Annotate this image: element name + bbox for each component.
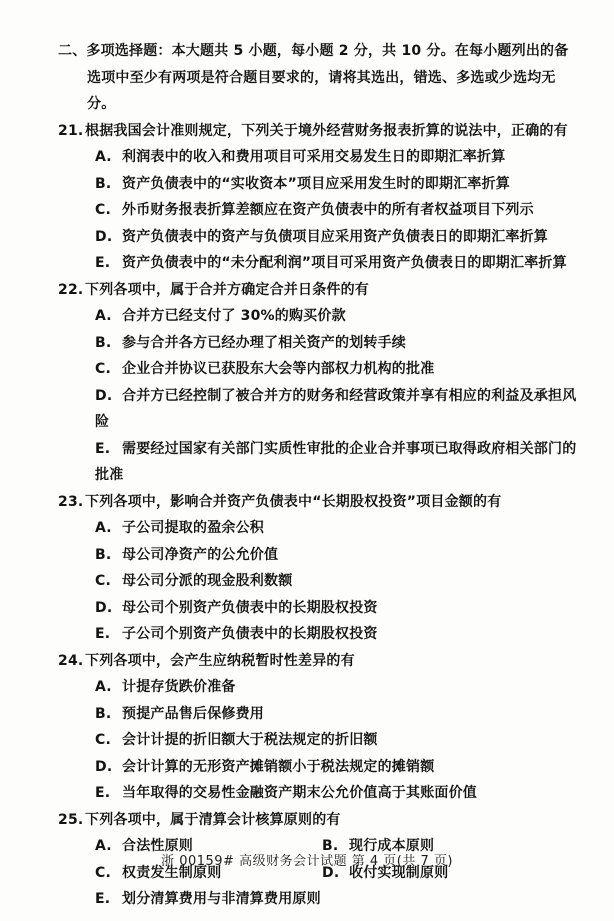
question-number: 21. [58,122,84,139]
option-text: 母公司分派的现金股利数额 [122,573,293,589]
option-text: 子公司个别资产负债表中的长期股权投资 [122,626,378,642]
option-label: C. [95,864,111,881]
option-row [58,727,588,754]
option-label: E. [95,891,111,907]
option-label: E. [95,440,111,457]
option-row [58,568,588,595]
option-row [58,303,588,330]
question-stem-line [58,648,588,675]
option-label: A. [95,520,112,536]
option-label: A. [95,838,112,854]
option-grid [58,833,588,913]
question-23 [58,489,588,648]
option-label: B. [95,175,112,192]
option-label: B. [95,705,112,722]
option-text: 外币财务报表折算差额应在资产负债表中的所有者权益项目下列示 [122,202,534,218]
option-label: E. [95,255,111,271]
option-label: A. [95,149,112,165]
question-stem: 根据我国会计准则规定，下列关于境外经营财务报表折算的说法中，正确的有 [85,122,568,139]
option-row [58,515,588,542]
option-text: 利润表中的收入和费用项目可采用交易发生日的即期汇率折算 [122,149,506,165]
option-text: 预提产品售后保修费用 [122,705,264,722]
option-row [58,674,588,701]
option-row [58,780,588,807]
option-row [58,356,588,383]
question-21 [58,118,588,277]
option-text: 当年取得的交易性金融资产期末公允价值高于其账面价值 [122,785,477,801]
option-text: 需要经过国家有关部门实质性审批的企业合并事项已取得政府相关部门的批准 [95,440,577,483]
section-header [58,38,582,118]
option-row [58,542,588,569]
option-label: C. [95,732,111,748]
section-instructions: 多项选择题：本大题共 5 小题，每小题 2 分，共 10 分。在每小题列出的备选项中至少有两项是符合题目要求的，请将其选出，错选、多选或少选均无分。 [86,43,569,112]
question-stem: 下列各项中，属于清算会计核算原则的有 [85,811,341,828]
question-number: 23. [58,493,84,510]
question-stem-line [58,277,588,304]
option-text: 合法性原则 [122,838,193,854]
option-row [58,436,588,489]
question-22 [58,277,588,489]
option-label: A. [95,679,112,695]
option-row [58,171,588,198]
option-text: 资产负债表中的“实收资本”项目应采用发生时的即期汇率折算 [122,175,511,192]
question-stem-line [58,489,588,516]
option-label: C. [95,573,111,589]
question-number: 25. [58,811,84,828]
option-label: A. [95,308,112,324]
option-text: 合并方已经控制了被合并方的财务和经营政策并享有相应的利益及承担风险 [95,387,577,430]
option-text: 收付实现制原则 [349,864,449,881]
option-label: B. [95,334,112,351]
option-row [58,224,588,251]
option-row [58,754,588,781]
option-row [58,330,588,357]
option-row [58,383,588,436]
question-stem: 下列各项中，会产生应纳税暂时性差异的有 [85,652,355,669]
option-row [58,595,588,622]
option-label: E. [95,626,111,642]
option-row [58,197,588,224]
option-text: 会计计算的无形资产摊销额小于税法规定的摊销额 [122,758,435,775]
option-label: C. [95,361,111,377]
question-24 [58,648,588,807]
option-label: D. [95,758,113,775]
option-row [58,886,588,913]
option-text: 子公司提取的盈余公积 [122,520,264,536]
option-text: 现行成本原则 [349,838,435,854]
option-row [58,621,588,648]
option-label: E. [95,785,111,801]
option-text: 资产负债表中的“未分配利润”项目可采用资产负债表日的即期汇率折算 [122,255,567,271]
question-stem: 下列各项中，影响合并资产负债表中“长期股权投资”项目金额的有 [85,493,502,510]
option-label: D. [95,228,113,245]
option-text: 企业合并协议已获股东大会等内部权力机构的批准 [122,361,435,377]
question-stem: 下列各项中，属于合并方确定合并日条件的有 [85,281,369,298]
option-text: 计提存货跌价准备 [122,679,236,695]
option-text: 母公司净资产的公允价值 [122,546,279,563]
exam-content [58,38,588,913]
question-number: 22. [58,281,84,298]
option-text: 参与合并各方已经办理了相关资产的划转手续 [122,334,406,351]
question-stem-line [58,118,588,145]
option-text: 母公司个别资产负债表中的长期股权投资 [122,599,378,616]
option-label: D. [95,599,113,616]
option-label: D. [322,864,340,881]
page-footer: 浙 00159# 高级财务会计试题 第 4 页(共 7 页) [161,854,453,869]
option-text: 会计计提的折旧额大于税法规定的折旧额 [122,732,378,748]
option-row [58,144,588,171]
option-text: 资产负债表中的资产与负债项目应采用资产负债表日的即期汇率折算 [122,228,548,245]
section-number: 二、 [58,43,87,59]
option-label: D. [95,387,113,404]
option-label: B. [95,546,112,563]
option-row [58,250,588,277]
option-label: C. [95,202,111,218]
option-text: 划分清算费用与非清算费用原则 [122,891,321,907]
question-stem-line [58,807,588,834]
option-text: 合并方已经支付了 30%的购买价款 [122,308,346,324]
option-label: B. [322,838,339,854]
option-text: 权责发生制原则 [122,864,222,881]
option-row [58,701,588,728]
question-number: 24. [58,652,84,669]
